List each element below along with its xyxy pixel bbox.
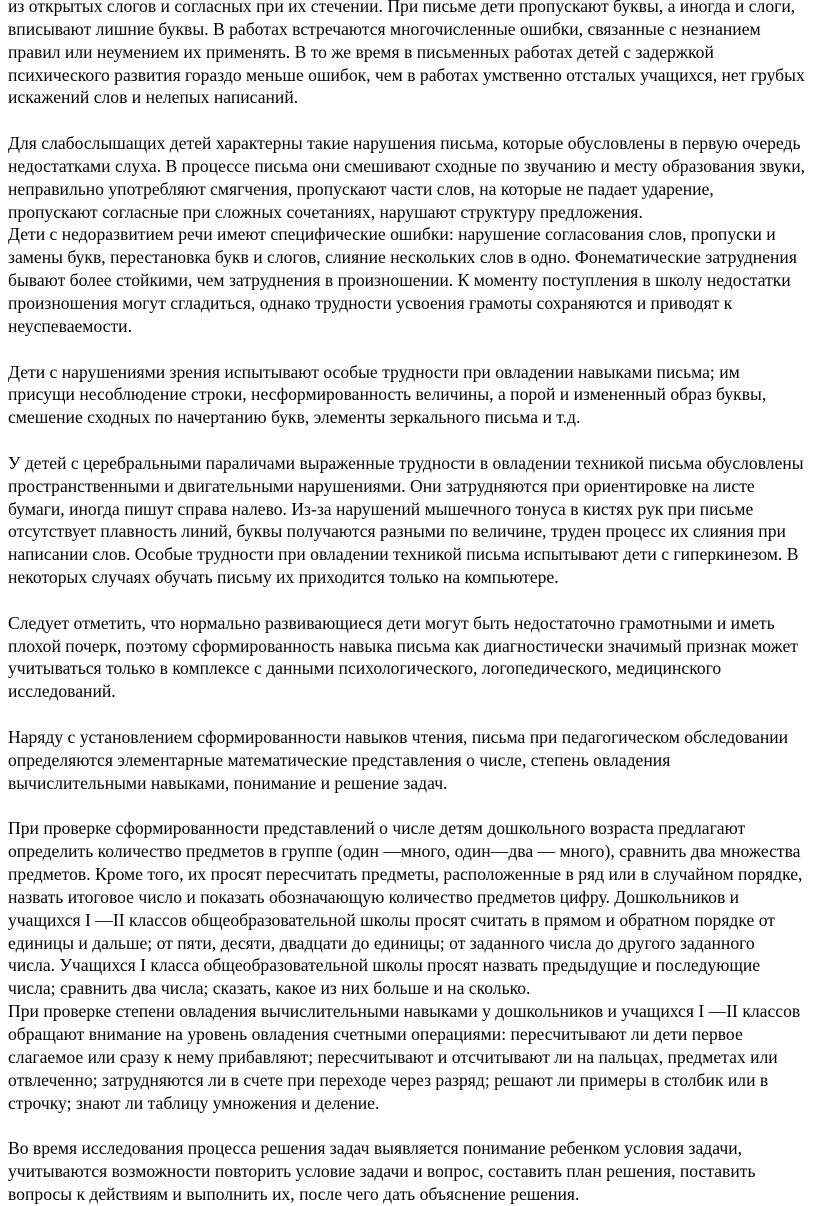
paragraph-normal-development: Следует отметить, что нормально развивающиеся дети могут быть недостаточно грамотными и иметь плохой почерк, поэтому сформированность навыка письма как диагностически значимый признак может учитываться только в комплексе с данными психологического, логопедического, медицинского исследований. bbox=[8, 612, 798, 702]
paragraph-math-representations: Наряду с установлением сформированности навыков чтения, письма при педагогическом обследовании определяются элементарные математические представления о числе, степень овладения вычислительными навыками, понимание и решение задач. bbox=[8, 727, 789, 793]
paragraph-zpr-errors: из открытых слогов и согласных при их стечении. При письме дети пропускают буквы, а иногда и слоги, вписывают лишние буквы. В работах встречаются многочисленные ошибки, связанные с незнанием правил или неумением их применять. В то же время в письменных работах детей с задержкой психического развития гораздо меньше ошибок, чем в работах умственно отсталых учащихся, нет грубых искажений слов и нелепых написаний. bbox=[8, 0, 805, 108]
paragraph-hearing-impaired: Для слабослышащих детей характерны такие нарушения письма, которые обусловлены в первую очередь недостатками слуха. В процессе письма они смешивают сходные по звучанию и месту образования звуки, неправильно употребляют смягчения, пропускают части слов, на которые не падает ударение, пропускают согласные при сложных сочетаниях, нарушают структуру предложения. bbox=[8, 133, 806, 222]
paragraph-vision-impaired: Дети с нарушениями зрения испытывают особые трудности при овладении навыками письма; им присущи несоблюдение строки, несформированность величины, а порой и измененный образ буквы, смешение сходных по начертанию букв, элементы зеркального письма и т.д. bbox=[8, 361, 767, 428]
paragraph-number-concepts: При проверке сформированности представлений о числе детям дошкольного возраста предлагают определить количество предметов в группе (один —много, один—два — много), сравнить два множества предметов. Кроме того, их просят пересчитать предметы, расположенные в ряд или в случайном порядке, назвать итоговое число и показать обозначающую количество предметов цифру. Дошкольников и учащихся I —II классов общеобразовательной школы просят считать в прямом и обратном порядке от единицы и дальше; от пяти, десяти, двадцати до единицы; от заданного числа до другого заданного числа. Учащихся I класса общеобразовательной школы просят назвать предыдущие и последующие числа; сравнить два числа; сказать, какое из них больше и на сколько. bbox=[8, 818, 803, 999]
paragraph-problem-solving: Во время исследования процесса решения задач выявляется понимание ребенком условия задачи, учитываются возможности повторить условие задачи и вопрос, составить план решения, поставить вопросы к действиям и выполнить их, после чего дать объяснение решения. bbox=[8, 1138, 756, 1204]
paragraph-speech-underdevelopment: Дети с недоразвитием речи имеют специфические ошибки: нарушение согласования слов, пропуски и замены букв, перестановка букв и слогов, слияние нескольких слов в одно. Фонематические затруднения бывают более стойкими, чем затруднения в произношении. К моменту поступления в школу недостатки произношения могут сгладиться, однако трудности усвоения грамоты сохраняются и приводят к неуспеваемости. bbox=[8, 224, 797, 336]
paragraph-cerebral-palsy: У детей с церебральными параличами выраженные трудности в овладении техникой письма обусловлены пространственными и двигательными нарушениями. Они затрудняются при ориентировке на листе бумаги, иногда пишут справа налево. Из-за нарушений мышечного тонуса в кистях рук при письме отсутствует плавность линий, буквы получаются разными по величине, труден процесс их слияния при написании слов. Особые трудности при овладении техникой письма испытывают дети с гиперкинезом. В некоторых случаях обучать письму их приходится только на компьютере. bbox=[8, 452, 804, 588]
paragraph-computational-skills: При проверке степени овладения вычислительными навыками у дошкольников и учащихся I —II классов обращают внимание на уровень овладения счетными операциями: пересчитывают ли дети первое слагаемое или сразу к нему прибавляют; пересчитывают и отсчитывают ли на пальцах, предметах или отвлеченно; затрудняются ли в счете при переходе через разряд; решают ли примеры в столбик или в строчку; знают ли таблицу умножения и деление. bbox=[8, 1001, 801, 1113]
